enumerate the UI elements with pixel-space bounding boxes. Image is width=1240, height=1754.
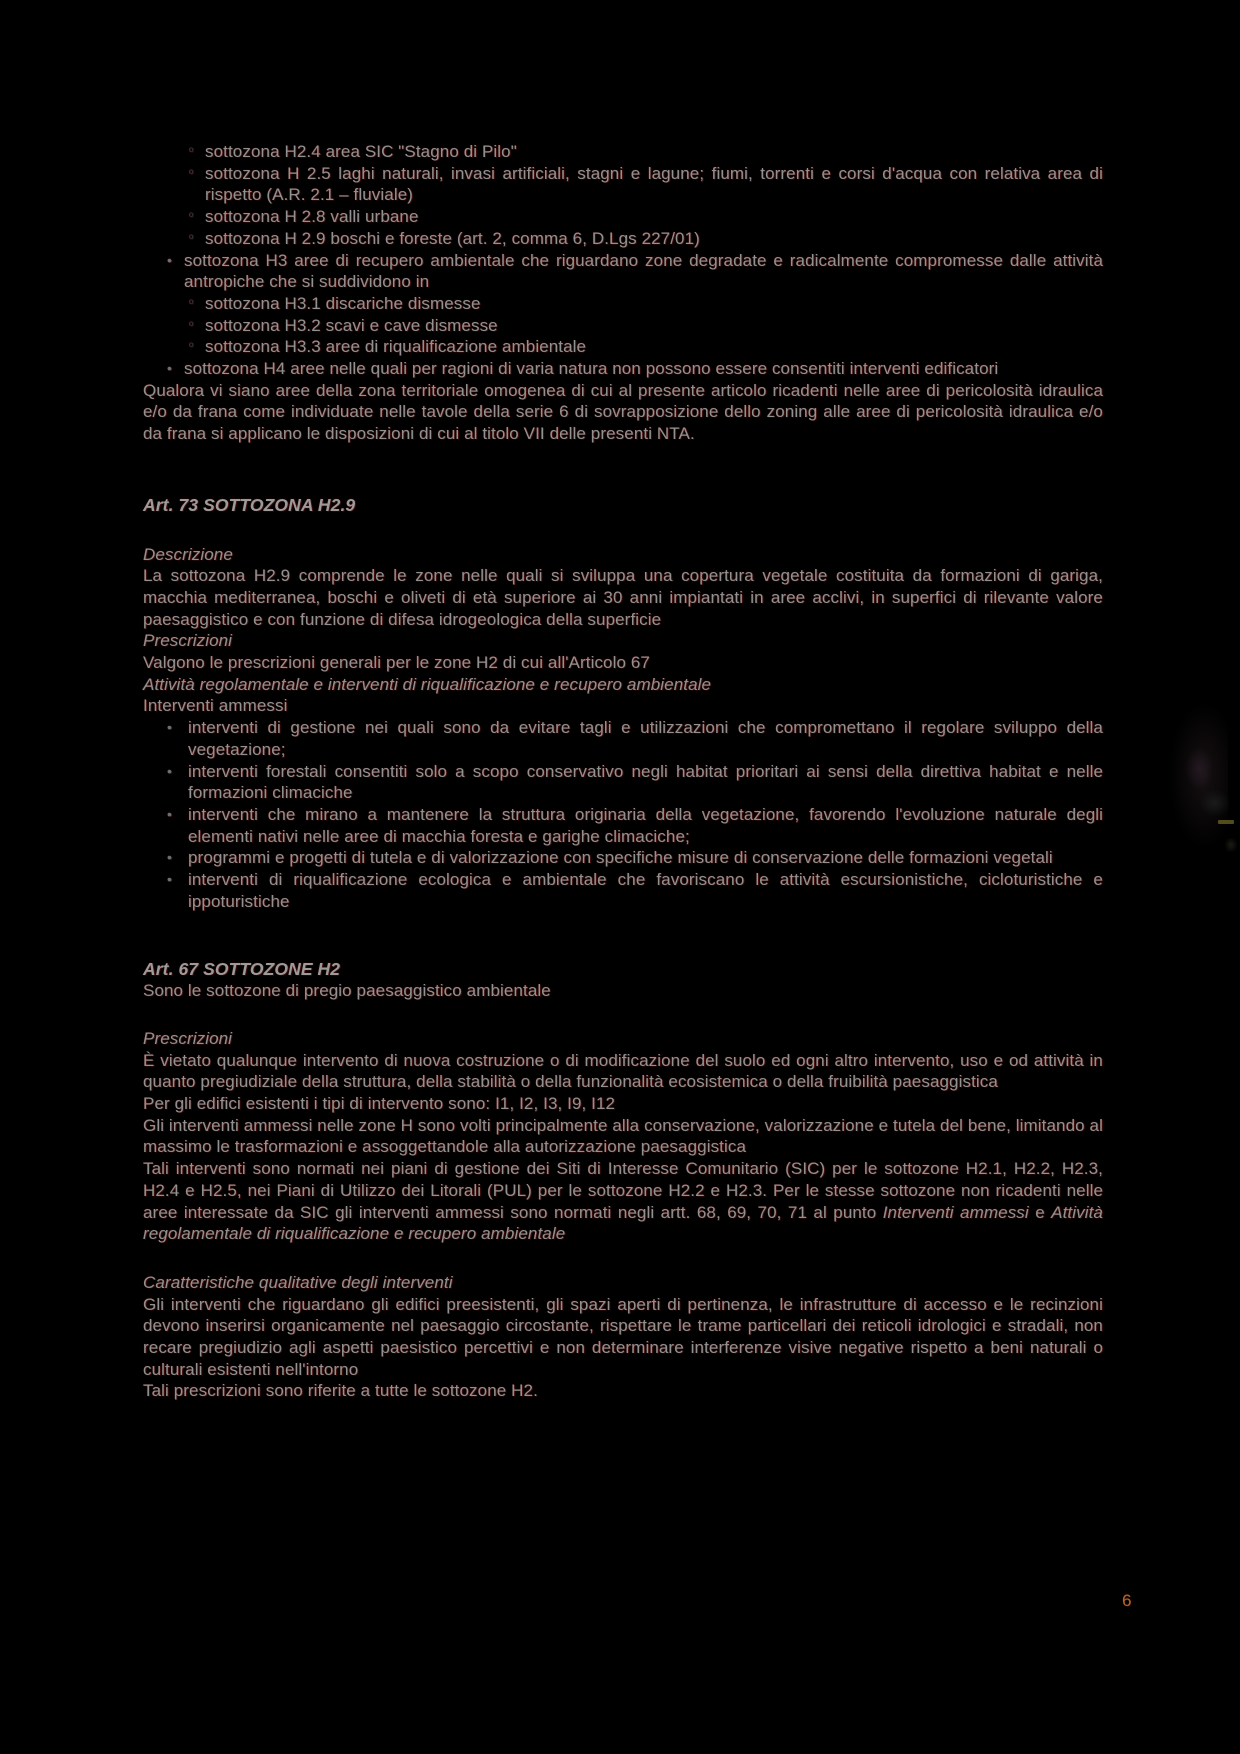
subzone-h2-5: sottozona H 2.5 laghi naturali, invasi artificiali, stagni e lagune; fiumi, torrenti e corsi d'acqua con relativa area di rispetto (A.R. 2.1 – fluviale) xyxy=(205,163,1103,205)
paragraph-italic: Attività regolamentale di riqualificazione e recupero ambientale xyxy=(143,1202,1103,1244)
allowed-interventions-label: Interventi ammessi xyxy=(143,696,288,716)
list-item xyxy=(143,869,1103,912)
paragraph-text: Tali interventi sono normati nei piani di gestione dei Siti di Interesse Comunitario (SIC) per le sottozone H2.1, H2.2, H2.3, H2.4 e H2.5, nei Piani di Utilizzo dei Litorali (PUL) per le sottozone H2.2 e H2.3. Per le stesse sottozone non ricadenti nelle aree interessate da SIC gli interventi ammessi sono normati negli artt. 68, 69, 70, 71 al punto xyxy=(143,1159,1103,1222)
sub-bullet-icon: º xyxy=(189,318,194,333)
bullet-icon: • xyxy=(167,360,173,377)
list-item xyxy=(143,804,1103,847)
subzone-h4: sottozona H4 aree nelle quali per ragioni di varia natura non possono essere consentiti interventi edificatori xyxy=(184,359,999,379)
article-67-subtitle: Sono le sottozone di pregio paesaggistico ambientale xyxy=(143,981,551,1001)
list-item xyxy=(143,847,1103,869)
list-item xyxy=(143,336,1103,358)
subzone-h3-2: sottozona H3.2 scavi e cave dismesse xyxy=(205,315,498,335)
description-label: Descrizione xyxy=(143,544,233,564)
sub-bullet-icon: º xyxy=(189,231,194,246)
scan-artifact xyxy=(1200,790,1230,816)
intervention-1: interventi di gestione nei quali sono da evitare tagli e utilizzazioni che compromettano il regolare sviluppo della vegetazione; xyxy=(188,718,1103,759)
bullet-icon: • xyxy=(167,849,173,866)
characteristics-paragraph: Gli interventi che riguardano gli edifici preesistenti, gli spazi aperti di pertinenza, le infrastrutture di accesso e le recinzioni devono inserirsi organicamente nel paesaggio circostante, rispettare le trame particellari dei reticoli idrologici e stradali, non recare pregiudizio agli aspetti paesistico percettivi e non determinare interferenze visive negative rispetto a beni naturali o culturali esistenti nell'intorno xyxy=(143,1294,1103,1379)
spacer xyxy=(143,445,1103,495)
sub-bullet-icon: º xyxy=(189,145,194,159)
page-number: 6 xyxy=(1122,1591,1132,1610)
prescriptions-paragraph-2: Per gli edifici esistenti i tipi di intervento sono: I1, I2, I3, I9, I12 xyxy=(143,1094,616,1114)
list-item xyxy=(143,293,1103,315)
spacer xyxy=(143,1002,1103,1028)
spacer xyxy=(143,1245,1103,1272)
list-item xyxy=(143,761,1103,804)
intervention-2: interventi forestali consentiti solo a scopo conservativo negli habitat prioritari ai sensi della direttiva habitat e nelle formazioni climaciche xyxy=(188,761,1103,803)
list-item xyxy=(143,141,1103,163)
bullet-icon: • xyxy=(167,719,173,736)
paragraph-text: e xyxy=(1028,1202,1052,1222)
closing-note: Tali prescrizioni sono riferite a tutte le sottozone H2. xyxy=(143,1381,538,1401)
document-page xyxy=(143,141,1103,1402)
intervention-4: programmi e progetti di tutela e di valorizzazione con specifiche misure di conservazione delle formazioni vegetali xyxy=(188,848,1053,868)
sub-bullet-icon: º xyxy=(189,340,194,355)
spacer xyxy=(143,913,1103,959)
scan-artifact xyxy=(1186,748,1212,788)
bullet-icon: • xyxy=(167,805,173,822)
hazard-note-paragraph: Qualora vi siano aree della zona territoriale omogenea di cui al presente articolo ricadenti nelle aree di pericolosità idraulica e/o da frana come individuate nelle tavole della serie 6 di sovrapposizione dello zoning alle aree di pericolosità idraulica e/o da frana si applicano le disposizioni di cui al titolo VII delle presenti NTA. xyxy=(143,380,1103,444)
list-item xyxy=(143,206,1103,228)
list-item xyxy=(143,358,1103,380)
characteristics-label: Caratteristiche qualitative degli interventi xyxy=(143,1272,453,1292)
list-item xyxy=(143,228,1103,250)
prescriptions-paragraph-3: Gli interventi ammessi nelle zone H sono volti principalmente alla conservazione, valorizzazione e tutela del bene, limitando al massimo le trasformazioni e assoggettandole alla autorizzazione paesaggistica xyxy=(143,1115,1103,1157)
prescriptions-paragraph-4 xyxy=(143,1158,1103,1245)
subzone-h2-8: sottozona H 2.8 valli urbane xyxy=(205,207,419,227)
article-67-title: Art. 67 SOTTOZONE H2 xyxy=(143,958,341,979)
list-item xyxy=(143,717,1103,760)
subzone-h3: sottozona H3 aree di recupero ambientale che riguardano zone degradate e radicalmente compromesse dalle attività antropiche che si suddividono in xyxy=(184,250,1103,292)
scan-artifact xyxy=(1218,820,1234,824)
scan-artifact xyxy=(1225,838,1237,852)
activities-label: Attività regolamentale e interventi di riqualificazione e recupero ambientale xyxy=(143,674,712,694)
subzone-h3-1: sottozona H3.1 discariche dismesse xyxy=(205,293,481,313)
prescriptions-intro: Valgono le prescrizioni generali per le zone H2 di cui all'Articolo 67 xyxy=(143,653,650,673)
list-item xyxy=(143,315,1103,337)
spacer xyxy=(143,517,1103,544)
prescriptions-label: Prescrizioni xyxy=(143,631,233,651)
bullet-icon: • xyxy=(167,762,173,779)
list-item xyxy=(143,250,1103,293)
subzone-h3-3: sottozona H3.3 aree di riqualificazione ambientale xyxy=(205,337,587,357)
sub-bullet-icon: º xyxy=(189,166,194,181)
bullet-icon: • xyxy=(167,251,173,268)
intervention-5: interventi di riqualificazione ecologica e ambientale che favoriscano le attività escursionistiche, cicloturistiche e ippoturistiche xyxy=(188,870,1103,911)
bullet-icon: • xyxy=(167,871,173,888)
prescriptions-paragraph-1: È vietato qualunque intervento di nuova costruzione o di modificazione del suolo ed ogni altro intervento, uso e od attività in quanto pregiudiziale della struttura, della stabilità o della funzionalità ecosistemica o della fruibilità paesaggistica xyxy=(143,1050,1103,1092)
description-paragraph: La sottozona H2.9 comprende le zone nelle quali si sviluppa una copertura vegetale costituita da formazioni di gariga, macchia mediterranea, boschi e oliveti di età superiore ai 30 anni impiantati in aree acclivi, in superfici di rilevante valore paesaggistico e con funzione di difesa idrogeologica della superficie xyxy=(143,566,1103,629)
list-item xyxy=(143,163,1103,206)
sub-bullet-icon: º xyxy=(189,296,194,311)
subzone-h2-4: sottozona H2.4 area SIC "Stagno di Pilo" xyxy=(205,142,517,161)
intervention-3: interventi che mirano a mantenere la struttura originaria della vegetazione, favorendo l'evoluzione naturale degli elementi nativi nelle aree di macchia foresta e garighe climaciche; xyxy=(188,804,1103,846)
article-73-title: Art. 73 SOTTOZONA H2.9 xyxy=(143,494,356,515)
sub-bullet-icon: º xyxy=(189,210,194,225)
subzone-h2-9: sottozona H 2.9 boschi e foreste (art. 2, comma 6, D.Lgs 227/01) xyxy=(205,228,700,248)
prescriptions-label: Prescrizioni xyxy=(143,1028,233,1048)
paragraph-italic: Interventi ammessi xyxy=(882,1202,1029,1222)
